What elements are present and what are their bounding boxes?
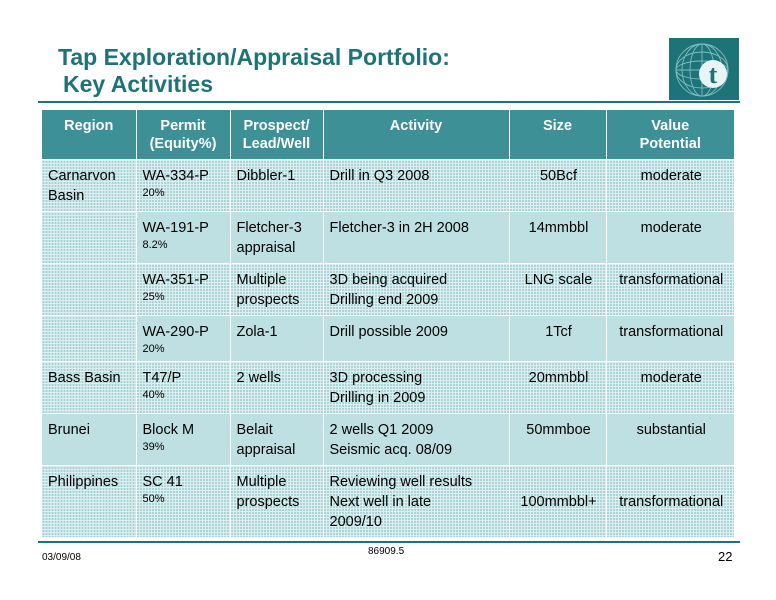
cell-size: 1Tcf [509,316,606,362]
header-value: Value Potential [606,110,734,160]
cell-equity: 20% [142,187,165,199]
cell-size: 50Bcf [509,160,606,212]
cell-equity: 25% [142,291,165,303]
cell-value: moderate [606,212,734,264]
cell-value: substantial [606,414,734,466]
table-row [42,160,734,212]
cell-permit: WA-191-P 8.2% [136,212,230,264]
cell-value: moderate [606,362,734,414]
cell-activity: Reviewing well results Next well in late 2009/10 [323,466,509,538]
table-row [42,316,734,362]
cell-prospect: Multiple prospects [230,264,323,316]
cell-region [42,264,136,316]
cell-value: transformational [606,316,734,362]
cell-prospect: Fletcher-3 appraisal [230,212,323,264]
cell-value: transformational [606,264,734,316]
cell-activity: Drill possible 2009 [323,316,509,362]
table-row [42,466,734,538]
cell-permit: Block M 39% [136,414,230,466]
cell-region [42,316,136,362]
cell-region: Carnarvon Basin [42,160,136,212]
cell-region [42,212,136,264]
cell-activity: 3D processing Drilling in 2009 [323,362,509,414]
cell-prospect: Zola-1 [230,316,323,362]
cell-size: 50mmboe [509,414,606,466]
activities-table [42,110,734,537]
cell-equity: 50% [142,493,165,505]
cell-activity: Drill in Q3 2008 [323,160,509,212]
title-divider [38,101,740,103]
cell-activity: 3D being acquired Drilling end 2009 [323,264,509,316]
cell-region: Philippines [42,466,136,538]
cell-value: transformational [606,466,734,538]
table-row [42,362,734,414]
cell-prospect: Belait appraisal [230,414,323,466]
cell-permit: T47/P 40% [136,362,230,414]
header-permit: Permit (Equity%) [136,110,230,160]
company-logo [669,38,739,100]
table-row [42,264,734,316]
cell-equity: 20% [142,343,165,355]
cell-size: LNG scale [509,264,606,316]
cell-size: 100mmbbl+ [509,466,606,538]
cell-region: Bass Basin [42,362,136,414]
table-row [42,212,734,264]
cell-size: 20mmbbl [509,362,606,414]
title-line-2: Key Activities [63,71,213,97]
cell-permit: WA-290-P 20% [136,316,230,362]
cell-equity: 8.2% [142,239,168,251]
header-activity: Activity [323,110,509,160]
cell-value: moderate [606,160,734,212]
cell-equity: 40% [142,389,165,401]
logo-letter: t [708,60,718,89]
header-size: Size [509,110,606,160]
header-region: Region [42,110,136,160]
cell-prospect: 2 wells [230,362,323,414]
cell-prospect: Dibbler-1 [230,160,323,212]
footer-date: 03/09/08 [42,552,81,563]
footer-code: 86909.5 [368,546,405,557]
table-row [42,414,734,466]
cell-region: Brunei [42,414,136,466]
cell-prospect: Multiple prospects [230,466,323,538]
cell-permit: SC 41 50% [136,466,230,538]
cell-activity: Fletcher-3 in 2H 2008 [323,212,509,264]
page-number: 22 [718,549,733,564]
cell-activity: 2 wells Q1 2009 Seismic acq. 08/09 [323,414,509,466]
cell-permit: WA-334-P 20% [136,160,230,212]
cell-equity: 39% [142,441,165,453]
page-title [58,44,450,98]
cell-size: 14mmbbl [509,212,606,264]
footer-divider [38,541,740,543]
cell-permit: WA-351-P 25% [136,264,230,316]
title-line-1: Tap Exploration/Appraisal Portfolio: [58,44,450,70]
table-header-row [42,110,734,160]
header-prospect: Prospect/ Lead/Well [230,110,323,160]
